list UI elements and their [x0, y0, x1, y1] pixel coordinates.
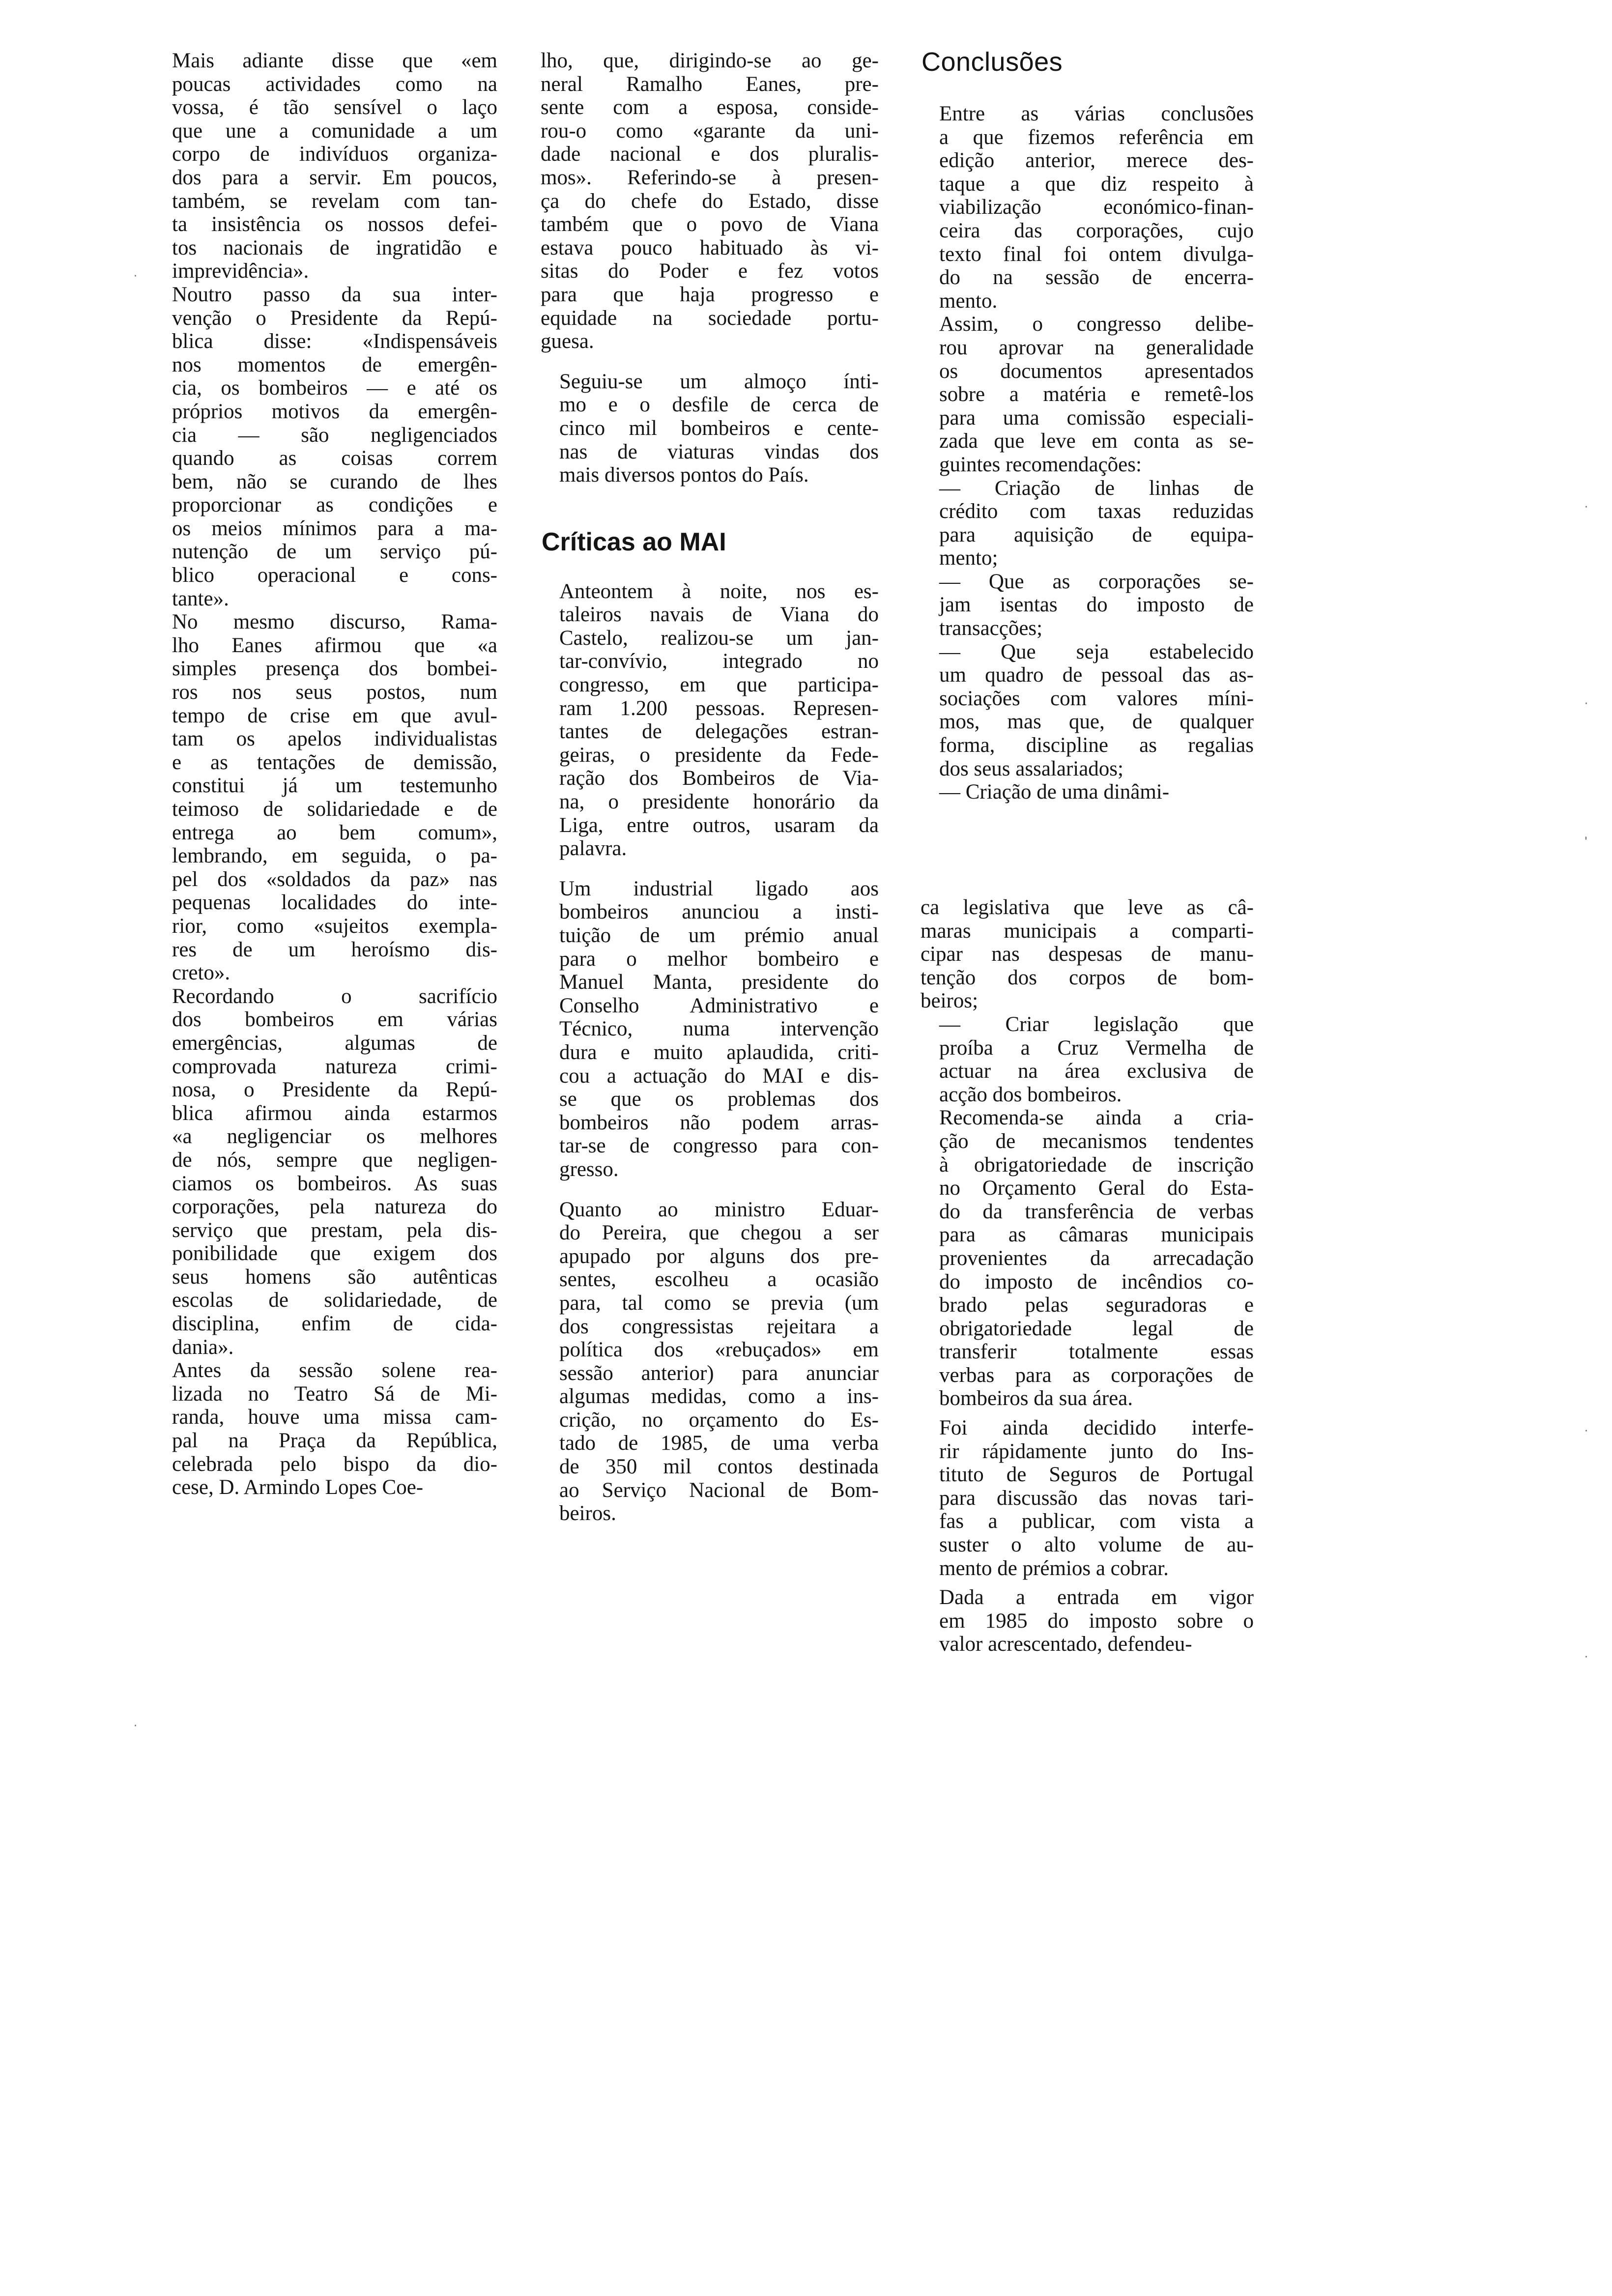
text-line: também que o povo de Viana	[541, 213, 879, 236]
text-line: e as tentações de demissão,	[172, 750, 497, 774]
scan-speck: ·	[1584, 501, 1588, 514]
text-line: pequenas localidades do inte-	[172, 891, 497, 915]
paragraph	[921, 1013, 1254, 1106]
text-line: constitui já um testemunho	[172, 774, 497, 798]
column-3-bottom	[921, 896, 1254, 1656]
text-line: Dada a entrada em vigor	[939, 1586, 1254, 1609]
text-line: Um industrial ligado aos	[559, 877, 879, 900]
text-line: ros nos seus postos, num	[172, 681, 497, 704]
scan-speck: ·	[134, 270, 137, 283]
text-line: crição, no orçamento do Es-	[559, 1408, 879, 1432]
text-line: os meios mínimos para a ma-	[172, 517, 497, 540]
text-line: beiros.	[559, 1502, 616, 1525]
text-line: do Pereira, que chegou a ser	[559, 1221, 879, 1245]
text-line: pel dos «soldados da paz» nas	[172, 867, 497, 891]
text-line: dura e muito aplaudida, criti-	[559, 1040, 879, 1064]
text-line: comprovada natureza crimi-	[172, 1055, 497, 1078]
text-line: Seguiu-se um almoço ínti-	[559, 370, 879, 393]
text-line: neral Ramalho Eanes, pre-	[541, 72, 879, 96]
text-line: palavra.	[559, 837, 627, 861]
text-line: crédito com taxas reduzidas	[939, 500, 1254, 523]
text-line: tempo de crise em que avul-	[172, 704, 497, 727]
text-line: Conselho Administrativo e	[559, 994, 879, 1017]
section-heading-conclusoes: Conclusões	[921, 47, 1063, 77]
paragraph	[541, 1198, 879, 1525]
text-line: verbas para as corporações de	[939, 1363, 1254, 1387]
text-line: apupado por alguns dos pre-	[559, 1244, 879, 1268]
text-line: Entre as várias conclusões	[939, 102, 1254, 125]
paragraph	[921, 640, 1254, 781]
text-line: taque a que diz respeito à	[939, 172, 1254, 196]
text-line: cou a actuação do MAI e dis-	[559, 1064, 879, 1088]
paragraph	[541, 580, 879, 861]
text-line: à obrigatoriedade de inscrição	[939, 1153, 1254, 1177]
text-line: tenção dos corpos de bom-	[921, 966, 1254, 989]
text-line: brado pelas seguradoras e	[939, 1293, 1254, 1317]
text-line: — Que as corporações se-	[939, 570, 1254, 593]
text-line: emergências, algumas de	[172, 1031, 497, 1055]
text-line: provenientes da arrecadação	[939, 1246, 1254, 1270]
text-line: actuar na área exclusiva de	[939, 1060, 1254, 1083]
text-line: No mesmo discurso, Rama-	[172, 610, 497, 634]
paragraph	[153, 985, 497, 1359]
paragraph	[921, 477, 1254, 570]
text-line: tos nacionais de ingratidão e	[172, 236, 497, 259]
text-line: guesa.	[541, 330, 594, 353]
text-line: — Criação de linhas de	[939, 476, 1254, 500]
text-line: cia, os bombeiros — e até os	[172, 376, 497, 400]
text-line: obrigatoriedade legal de	[939, 1317, 1254, 1340]
text-line: ta insistência os nossos defei-	[172, 213, 497, 236]
text-line: de 350 mil contos destinada	[559, 1455, 879, 1479]
text-line: para discussão das novas tari-	[939, 1486, 1254, 1510]
text-line: viabilização económico-finan-	[939, 196, 1254, 219]
text-line: imprevidência».	[172, 259, 309, 283]
text-line: beiros;	[921, 989, 979, 1013]
text-line: Mais adiante disse que «em	[172, 49, 497, 72]
text-line: mais diversos pontos do País.	[559, 463, 809, 487]
text-line: ram 1.200 pessoas. Represen-	[559, 696, 879, 720]
column-3-top	[921, 49, 1254, 804]
text-line: venção o Presidente da Repú-	[172, 306, 497, 330]
text-line: teimoso de solidariedade e de	[172, 798, 497, 821]
text-line: Recomenda-se ainda a cria-	[939, 1106, 1254, 1130]
text-line: próprios motivos da emergên-	[172, 400, 497, 423]
text-line: texto final foi ontem divulga-	[939, 242, 1254, 266]
scan-speck: '	[1584, 835, 1588, 848]
text-line: Técnico, numa intervenção	[559, 1017, 879, 1041]
text-line: transferir totalmente essas	[939, 1340, 1254, 1364]
text-line: mos, mas que, de qualquer	[939, 710, 1254, 734]
paragraph	[541, 370, 879, 487]
text-line: equidade na sociedade portu-	[541, 306, 879, 330]
text-line: blico operacional e cons-	[172, 564, 497, 587]
text-line: tituto de Seguros de Portugal	[939, 1463, 1254, 1487]
text-line: do imposto de incêndios co-	[939, 1270, 1254, 1293]
text-line: para, tal como se previa (um	[559, 1291, 879, 1315]
text-line: dos bombeiros em várias	[172, 1008, 497, 1032]
text-line: dania».	[172, 1335, 234, 1359]
text-line: blica afirmou ainda estarmos	[172, 1101, 497, 1125]
text-line: nos momentos de emergên-	[172, 353, 497, 376]
text-line: para as câmaras municipais	[939, 1223, 1254, 1247]
text-line: Noutro passo da sua inter-	[172, 283, 497, 306]
text-line: vossa, é tão sensível o laço	[172, 96, 497, 119]
text-line: de nós, sempre que negligen-	[172, 1148, 497, 1172]
text-line: nas de viaturas vindas dos	[559, 440, 879, 463]
text-line: lho Eanes afirmou que «a	[172, 633, 497, 657]
text-line: mento.	[939, 289, 998, 313]
text-line: tante».	[172, 587, 229, 610]
text-line: corpo de indivíduos organiza-	[172, 143, 497, 166]
text-line: sobre a matéria e remetê-los	[939, 383, 1254, 406]
text-line: a que fizemos referência em	[939, 125, 1254, 149]
text-line: tar-convívio, integrado no	[559, 650, 879, 673]
text-line: cese, D. Armindo Lopes Coe-	[172, 1476, 424, 1499]
text-line: política dos «rebuçados» em	[559, 1338, 879, 1362]
text-line: ça do chefe do Estado, disse	[541, 189, 879, 213]
text-line: ciamos os bombeiros. As suas	[172, 1172, 497, 1195]
paragraph	[921, 1586, 1254, 1656]
text-line: Quanto ao ministro Eduar-	[559, 1198, 879, 1221]
text-line: transacções;	[939, 617, 1043, 640]
text-line: Assim, o congresso delibe-	[939, 313, 1254, 336]
text-line: ca legislativa que leve as câ-	[921, 896, 1254, 919]
text-line: dos para a servir. Em poucos,	[172, 166, 497, 189]
text-line: fas a publicar, com vista a	[939, 1510, 1254, 1533]
paragraph	[921, 570, 1254, 640]
text-line: geiras, o presidente da Fede-	[559, 743, 879, 767]
text-line: Antes da sessão solene rea-	[172, 1359, 497, 1382]
text-line: lizada no Teatro Sá de Mi-	[172, 1382, 497, 1406]
text-line: bombeiros da sua área.	[939, 1387, 1133, 1410]
text-line: Foi ainda decidido interfe-	[939, 1416, 1254, 1440]
text-line: mo e o desfile de cerca de	[559, 393, 879, 417]
text-line: jam isentas do imposto de	[939, 593, 1254, 617]
text-line: «a negligenciar os melhores	[172, 1125, 497, 1148]
article-column-2	[541, 49, 879, 1525]
text-line: tar-se de congresso para con-	[559, 1134, 879, 1158]
text-line: forma, discipline as regalias	[939, 734, 1254, 757]
text-line: suster o alto volume de au-	[939, 1533, 1254, 1557]
text-line: para uma comissão especiali-	[939, 406, 1254, 430]
text-line: cinco mil bombeiros e cente-	[559, 416, 879, 440]
text-line: zada que leve em conta as se-	[939, 430, 1254, 453]
text-line: algumas medidas, como a ins-	[559, 1385, 879, 1408]
paragraph	[153, 283, 497, 610]
text-line: dade nacional e dos pluralis-	[541, 143, 879, 166]
paragraph	[921, 102, 1254, 313]
text-line: ceira das corporações, cujo	[939, 219, 1254, 242]
text-line: dos congressistas rejeitara a	[559, 1315, 879, 1338]
text-line: poucas actividades como na	[172, 72, 497, 96]
text-line: sitas do Poder e fez votos	[541, 259, 879, 283]
paragraph	[921, 780, 1254, 804]
text-line: — Criar legislação que	[939, 1012, 1254, 1036]
text-line: lembrando, em seguida, o pa-	[172, 844, 497, 868]
text-line: para o melhor bombeiro e	[559, 947, 879, 971]
text-line: Manuel Manta, presidente do	[559, 971, 879, 994]
section-heading-criticas-ao-mai: Críticas ao MAI	[542, 527, 726, 556]
text-line: rou-o como «garante da uni-	[541, 119, 879, 143]
text-line: nosa, o Presidente da Repú-	[172, 1078, 497, 1102]
text-line: os documentos apresentados	[939, 359, 1254, 383]
text-line: sente com a esposa, conside-	[541, 96, 879, 119]
text-line: um quadro de pessoal das as-	[939, 663, 1254, 687]
text-line: nutenção de um serviço pú-	[172, 540, 497, 564]
text-line: acção dos bombeiros.	[939, 1083, 1122, 1106]
text-line: cia — são negligenciados	[172, 423, 497, 447]
paragraph	[153, 1359, 497, 1499]
text-line: valor acrescentado, defendeu-	[939, 1633, 1192, 1656]
text-line: bombeiros anunciou a insti-	[559, 900, 879, 924]
text-line: disciplina, enfim de cida-	[172, 1312, 497, 1336]
text-line: taleiros navais de Viana do	[559, 603, 879, 627]
text-line: sociações com valores míni-	[939, 687, 1254, 710]
text-line: bombeiros não podem arras-	[559, 1111, 879, 1134]
paragraph	[541, 877, 879, 1181]
text-line: edição anterior, merece des-	[939, 149, 1254, 172]
text-line: ção de mecanismos tendentes	[939, 1129, 1254, 1153]
text-line: do na sessão de encerra-	[939, 266, 1254, 289]
text-line: Recordando o sacrifício	[172, 984, 497, 1008]
text-line: creto».	[172, 961, 230, 985]
text-line: dos seus assalariados;	[939, 757, 1123, 780]
paragraph	[921, 313, 1254, 476]
text-line: Liga, entre outros, usaram da	[559, 813, 879, 837]
text-line: ponibilidade que exigem dos	[172, 1242, 497, 1265]
text-line: rir rápidamente junto do Ins-	[939, 1439, 1254, 1463]
text-line: sessão anterior) para anunciar	[559, 1361, 879, 1385]
paragraph	[153, 610, 497, 985]
paragraph	[541, 49, 879, 353]
scan-speck: ·	[1584, 1651, 1588, 1664]
text-line: na, o presidente honorário da	[559, 790, 879, 814]
text-line: serviço que prestam, pela dis-	[172, 1218, 497, 1242]
text-line: Castelo, realizou-se um jan-	[559, 626, 879, 650]
text-line: mento de prémios a cobrar.	[939, 1556, 1169, 1580]
scan-speck: ·	[1584, 698, 1588, 710]
text-line: proíba a Cruz Vermelha de	[939, 1036, 1254, 1060]
text-line: tam os apelos individualistas	[172, 727, 497, 751]
text-line: também, se revelam com tan-	[172, 189, 497, 213]
text-line: bem, não se curando de lhes	[172, 470, 497, 493]
text-line: ração dos Bombeiros de Via-	[559, 767, 879, 790]
text-line: pal na Praça da República,	[172, 1429, 497, 1453]
text-line: simples presença dos bombei-	[172, 657, 497, 681]
text-line: corporações, pela natureza do	[172, 1195, 497, 1219]
text-line: randa, houve uma missa cam-	[172, 1406, 497, 1429]
text-line: blica disse: «Indispensáveis	[172, 330, 497, 353]
text-line: rior, como «sujeitos exempla-	[172, 914, 497, 938]
text-line: cipar nas despesas de manu-	[921, 943, 1254, 966]
text-line: no Orçamento Geral do Esta-	[939, 1177, 1254, 1200]
text-line: tuição de um prémio anual	[559, 924, 879, 947]
text-line: para aquisição de equipa-	[939, 523, 1254, 546]
text-line: — Criação de uma dinâmi-	[939, 780, 1170, 804]
text-line: entrega ao bem comum»,	[172, 821, 497, 844]
text-line: que une a comunidade a um	[172, 119, 497, 143]
text-line: tantes de delegações estran-	[559, 720, 879, 744]
text-line: Anteontem à noite, nos es-	[559, 579, 879, 603]
text-line: congresso, em que participa-	[559, 673, 879, 697]
scan-speck: ·	[1584, 1425, 1588, 1437]
text-line: — Que seja estabelecido	[939, 640, 1254, 663]
text-line: do da transferência de verbas	[939, 1200, 1254, 1223]
text-line: tado de 1985, de uma verba	[559, 1432, 879, 1455]
column-3-top-body	[921, 102, 1254, 804]
text-line: quando as coisas correm	[172, 447, 497, 470]
text-line: para que haja progresso e	[541, 283, 879, 306]
text-line: sentes, escolheu a ocasião	[559, 1268, 879, 1292]
text-line: rou aprovar na generalidade	[939, 336, 1254, 359]
text-line: mento;	[939, 546, 998, 570]
text-line: se que os problemas dos	[559, 1088, 879, 1111]
paragraph	[921, 1106, 1254, 1410]
text-line: maras municipais a comparti-	[921, 919, 1254, 943]
text-line: seus homens são autênticas	[172, 1265, 497, 1289]
text-line: gresso.	[559, 1157, 619, 1181]
paragraph	[921, 896, 1254, 1013]
text-line: estava pouco habituado às vi-	[541, 236, 879, 259]
text-line: escolas de solidariedade, de	[172, 1289, 497, 1312]
text-line: ao Serviço Nacional de Bom-	[559, 1478, 879, 1502]
text-line: proporcionar as condições e	[172, 493, 497, 517]
text-line: em 1985 do imposto sobre o	[939, 1609, 1254, 1633]
article-column-1	[153, 49, 497, 1499]
paragraph	[153, 49, 497, 283]
text-line: mos». Referindo-se à presen-	[541, 166, 879, 189]
text-line: res de um heroísmo dis-	[172, 938, 497, 961]
text-line: guintes recomendações:	[939, 453, 1142, 476]
scan-speck: ·	[134, 1720, 137, 1732]
paragraph	[921, 1416, 1254, 1580]
text-line: celebrada pelo bispo da dio-	[172, 1452, 497, 1476]
text-line: lho, que, dirigindo-se ao ge-	[541, 49, 879, 72]
